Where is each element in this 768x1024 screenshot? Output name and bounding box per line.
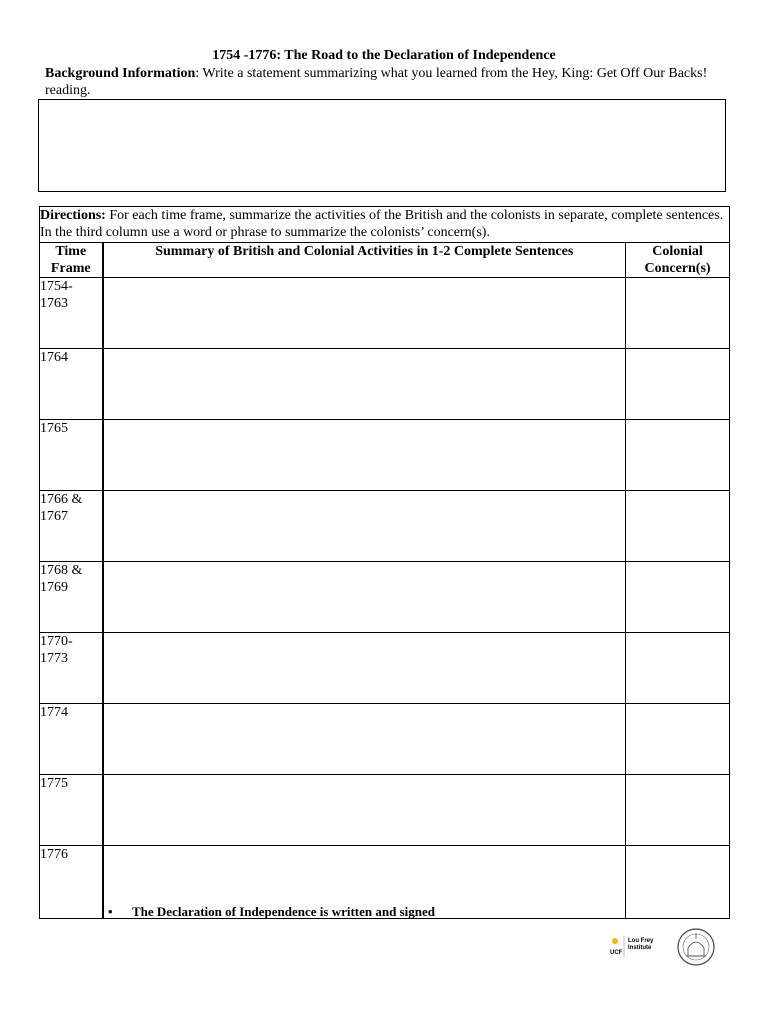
table-row bbox=[40, 633, 730, 704]
summary-cell[interactable] bbox=[103, 775, 626, 846]
background-label: Background Information bbox=[45, 66, 196, 81]
summary-cell[interactable] bbox=[103, 491, 626, 562]
summary-cell[interactable] bbox=[103, 278, 626, 349]
declaration-note-text: The Declaration of Independence is written and signed bbox=[132, 904, 435, 919]
concern-cell[interactable] bbox=[626, 846, 730, 919]
declaration-note bbox=[108, 904, 435, 920]
concern-cell[interactable] bbox=[626, 278, 730, 349]
time-frame-cell: 1775 bbox=[40, 775, 103, 846]
concern-cell[interactable] bbox=[626, 562, 730, 633]
ucf-logo-icon bbox=[612, 938, 618, 944]
time-frame-cell: 1768 & 1769 bbox=[40, 562, 103, 633]
page-title: 1754 -1776: The Road to the Declaration of Independence bbox=[212, 48, 556, 63]
time-frame-cell: 1765 bbox=[40, 420, 103, 491]
header-colonial-concern: Colonial Concern(s) bbox=[626, 243, 730, 278]
logo-small-text: UCF bbox=[610, 950, 623, 956]
summary-cell[interactable] bbox=[103, 704, 626, 775]
background-text: : Write a statement summarizing what you learned from the Hey, King: Get Off Our Backs! reading. bbox=[45, 66, 708, 98]
summary-cell[interactable] bbox=[103, 562, 626, 633]
table-header bbox=[40, 243, 730, 278]
concern-cell[interactable] bbox=[626, 775, 730, 846]
directions-text: For each time frame, summarize the activities of the British and the colonists in separate, complete sentences. In the third column use a word or phrase to summarize the colonists’ concern(s). bbox=[40, 208, 724, 240]
table-row bbox=[40, 562, 730, 633]
time-frame-cell: 1770- 1773 bbox=[40, 633, 103, 704]
summary-cell[interactable] bbox=[103, 349, 626, 420]
logo-line2: Institute bbox=[628, 945, 652, 951]
table-row bbox=[40, 775, 730, 846]
logo-line1: Lou Frey bbox=[628, 938, 654, 944]
table-row bbox=[40, 704, 730, 775]
directions-label: Directions: bbox=[40, 208, 106, 223]
table-row bbox=[40, 278, 730, 349]
timeline-table bbox=[39, 206, 730, 919]
table-row bbox=[40, 491, 730, 562]
bullet-icon: • bbox=[108, 904, 113, 919]
time-frame-cell: 1774 bbox=[40, 704, 103, 775]
time-frame-cell: 1776 bbox=[40, 846, 103, 919]
background-information bbox=[45, 65, 735, 99]
header-summary: Summary of British and Colonial Activities in 1-2 Complete Sentences bbox=[103, 243, 626, 278]
summary-cell[interactable] bbox=[103, 420, 626, 491]
lou-frey-institute-logo bbox=[608, 928, 718, 972]
concern-cell[interactable] bbox=[626, 491, 730, 562]
time-frame-cell: 1766 & 1767 bbox=[40, 491, 103, 562]
table-row bbox=[40, 420, 730, 491]
table-row bbox=[40, 349, 730, 420]
time-frame-cell: 1764 bbox=[40, 349, 103, 420]
summary-cell[interactable] bbox=[103, 633, 626, 704]
concern-cell[interactable] bbox=[626, 704, 730, 775]
concern-cell[interactable] bbox=[626, 633, 730, 704]
header-time-frame: Time Frame bbox=[40, 243, 103, 278]
concern-cell[interactable] bbox=[626, 420, 730, 491]
directions bbox=[40, 207, 730, 243]
time-frame-cell: 1754- 1763 bbox=[40, 278, 103, 349]
background-summary-box[interactable] bbox=[38, 99, 726, 192]
concern-cell[interactable] bbox=[626, 349, 730, 420]
